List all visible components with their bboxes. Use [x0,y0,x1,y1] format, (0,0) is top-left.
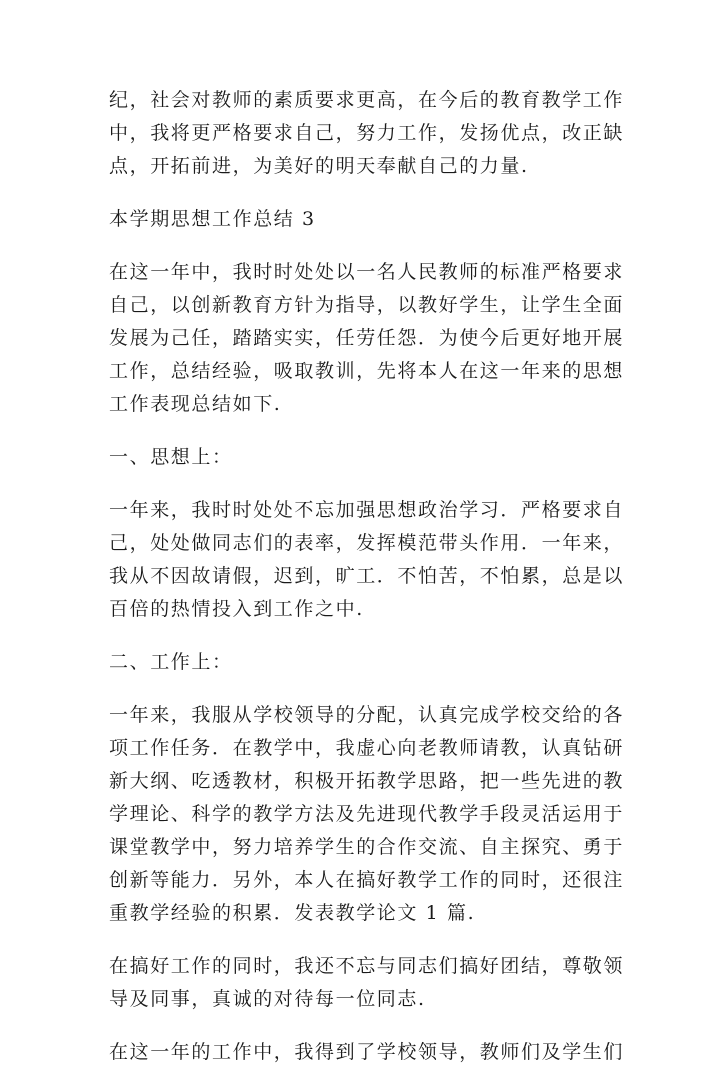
text-line: 项工作任务．在教学中，我虚心向老教师请教，认真钻研 [109,737,625,759]
paragraph-thought [109,494,625,626]
text-line: 重教学经验的积累．发表教学论文 1 篇. [109,902,476,924]
paragraph-work [109,699,625,930]
text-line: 点，开拓前进，为美好的明天奉献自己的力量. [109,155,529,177]
text-line: 学理论、科学的教学方法及先进现代教学手段灵活运用于 [109,803,625,825]
text-line: 课堂教学中，努力培养学生的合作交流、自主探究、勇于 [109,836,625,858]
paragraph-closing-previous [109,84,625,183]
document-page [109,84,625,1089]
text-line: 创新等能力．另外，本人在搞好教学工作的同时，还很注 [109,869,625,891]
text-line: 一年来，我时时处处不忘加强思想政治学习．严格要求自 [109,499,625,521]
text-line: 工作表现总结如下. [109,393,282,415]
text-line: 发展为己任，踏踏实实，任劳任怨．为使今后更好地开展 [109,327,625,349]
section-title: 本学期思想工作总结 3 [109,208,316,230]
text-line: 百倍的热情投入到工作之中. [109,598,364,620]
text-line: 在这一年中，我时时处处以一名人民教师的标准严格要求 [109,261,625,283]
text-line: 导及同事，真诚的对待每一位同志. [109,988,426,1010]
text-line: 中，我将更严格要求自己，努力工作，发扬优点，改正缺 [109,122,625,144]
text-line: 己，处处做同志们的表率，发挥模范带头作用．一年来， [109,532,625,554]
paragraph-unity [109,950,625,1016]
subheading-work: 二、工作上： [109,651,233,673]
paragraph-intro [109,256,625,421]
text-line: 一年来，我服从学校领导的分配，认真完成学校交给的各 [109,704,625,726]
text-line: 自己，以创新教育方针为指导，以教好学生，让学生全面 [109,294,625,316]
text-line: 工作，总结经验，吸取教训，先将本人在这一年来的思想 [109,360,625,382]
subheading-thought: 一、思想上： [109,446,233,468]
paragraph-closing [109,1036,625,1069]
text-line: 纪，社会对教师的素质要求更高，在今后的教育教学工作 [109,89,625,111]
text-line: 新大纲、吃透教材，积极开拓教学思路，把一些先进的教 [109,770,625,792]
text-line: 在这一年的工作中，我得到了学校领导，教师们及学生们 [109,1041,625,1063]
text-line: 我从不因故请假，迟到，旷工．不怕苦，不怕累，总是以 [109,565,625,587]
text-line: 在搞好工作的同时，我还不忘与同志们搞好团结，尊敬领 [109,955,625,977]
